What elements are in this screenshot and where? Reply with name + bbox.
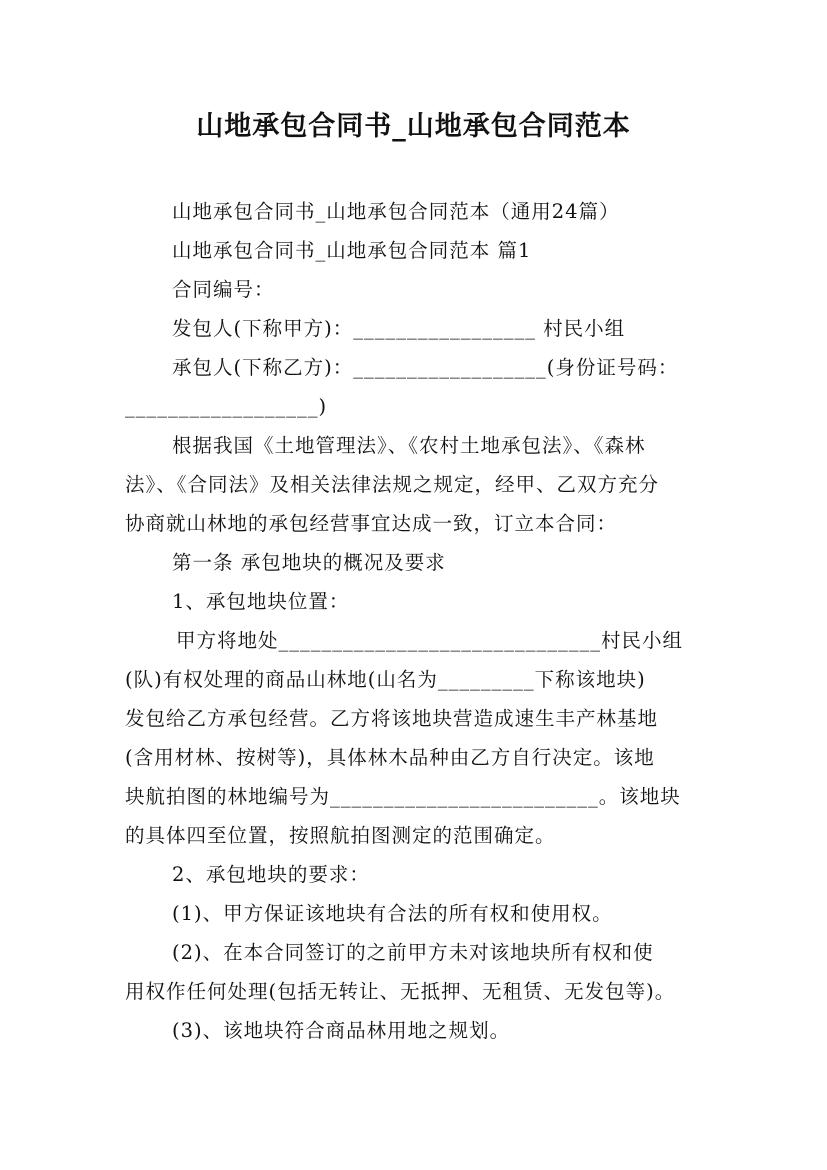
text-line-16: 块航拍图的林地编号为_________________________。该地块 [125,785,681,808]
text-line-11: 1、承包地块位置： [172,590,350,613]
text-line-3: 合同编号： [172,278,275,301]
text-line-22: (3)、该地块符合商品林用地之规划。 [172,1019,511,1042]
text-line-20: (2)、在本合同签订的之前甲方未对该地块所有权和使 [172,941,654,964]
text-line-13: (队)有权处理的商品山林地(山名为_________下称该地块) [125,668,646,691]
text-line-9: 协商就山林地的承包经营事宜达成一致，订立本合同： [125,512,618,535]
text-line-10: 第一条 承包地块的概况及要求 [172,551,446,574]
document-title: 山地承包合同书_山地承包合同范本 [196,111,631,142]
text-line-18: 2、承包地块的要求： [172,863,370,886]
text-line-14: 发包给乙方承包经营。乙方将该地块营造成速生丰产林基地 [125,707,659,730]
text-line-5: 承包人(下称乙方)：__________________(身份证号码： [172,356,679,379]
text-line-21: 用权作任何处理(包括无转让、无抵押、无租赁、无发包等)。 [125,980,676,1003]
text-line-7: 根据我国《土地管理法》、《农村土地承包法》、《森林 [172,434,646,457]
text-line-17: 的具体四至位置，按照航拍图测定的范围确定。 [125,824,556,847]
text-line-8: 法》、《合同法》及相关法律法规之规定，经甲、乙双方充分 [125,473,660,496]
text-line-2: 山地承包合同书_山地承包合同范本 篇1 [172,239,532,262]
text-line-6: __________________) [125,395,328,418]
text-line-15: (含用材林、按树等)，具体林木品种由乙方自行决定。该地 [125,746,655,769]
text-line-19: (1)、甲方保证该地块有合法的所有权和使用权。 [172,902,613,925]
text-line-4: 发包人(下称甲方)：_________________ 村民小组 [172,317,626,340]
text-line-12: 甲方将地处______________________________村民小组 [176,629,684,652]
text-line-1: 山地承包合同书_山地承包合同范本（通用24篇） [172,200,620,223]
